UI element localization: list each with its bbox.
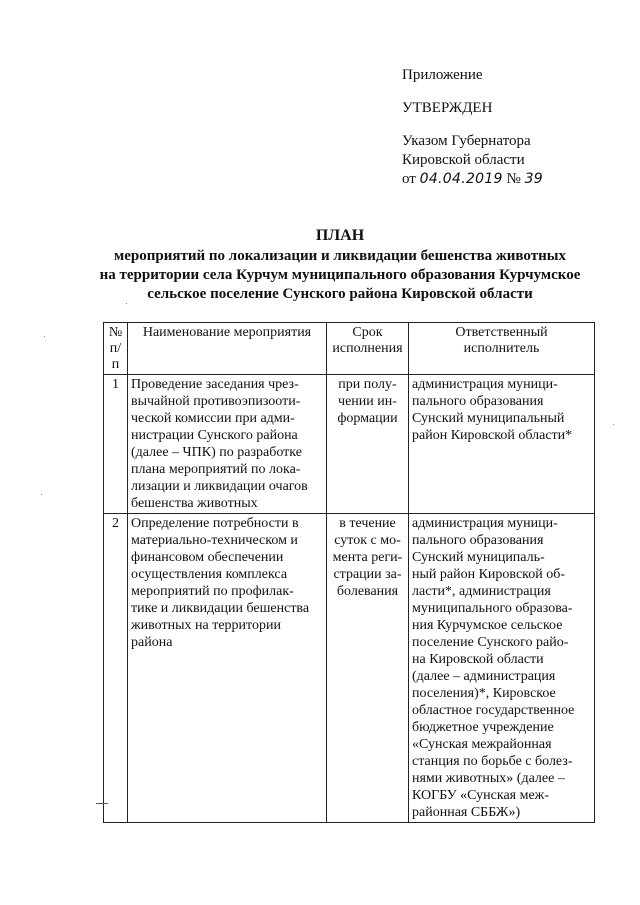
approved-label: УТВЕРЖДЕН (402, 100, 493, 116)
activity-cell: Определение потребности в материально-техническом и финансовом обеспечении осуществления комплекса мероприятий по профилак- тике и ликвидации бешенства животных на территории района (128, 514, 327, 823)
term-cell: в течение суток с мо- мента реги- страции за- болевания (327, 514, 409, 823)
title-line-2: на территории села Курчум муниципального образования Курчумское (99, 267, 581, 283)
scan-speck (41, 494, 42, 495)
row-number: 1 (104, 375, 128, 514)
title-main: ПЛАН (315, 227, 365, 244)
handwritten-number: 39 (524, 171, 544, 187)
appendix-label: Приложение (402, 67, 483, 83)
activity-cell: Проведение заседания чрез- вычайной противоэпизооти- ческой комиссии при адми- нистрации Сунского района (далее – ЧПК) по разработке плана мероприятий по лока- лизации и ликвидации очагов бешенства животных (128, 375, 327, 514)
header-name: Наименование мероприятия (128, 323, 327, 375)
responsible-cell: администрация муници- пального образования Сунский муниципаль- ный район Кировской об- ласти*, администрация муниципального образова- ния Курчумское сельское поселение Сунского райо- на Кировской области (далее – администрация поселения)*, Кировское областное государственное бюджетное учреждение «Сунская межрайонная станция по борьбе с болез- нями животных» (далее – КОГБУ «Сунская меж- районная СББЖ») (409, 514, 595, 823)
table-row (104, 375, 595, 514)
scan-speck (126, 303, 127, 304)
decree-line-1: Указом Губернатора (402, 133, 531, 149)
table-header-row (104, 323, 595, 375)
header-responsible: Ответственный исполнитель (409, 323, 595, 375)
header-term: Срок исполнения (327, 323, 409, 375)
decree-line-2: Кировской области (402, 152, 525, 168)
scan-speck (613, 424, 614, 425)
plan-table (103, 322, 595, 823)
title-line-1: мероприятий по локализации и ликвидации бешенства животных (114, 248, 566, 264)
plan-title (90, 226, 590, 304)
scan-mark (96, 803, 108, 804)
title-line-3: сельское поселение Сунского района Кировской области (147, 286, 533, 302)
term-cell: при полу- чении ин- формации (327, 375, 409, 514)
handwritten-date: 04.04.2019 (419, 171, 503, 187)
decree-date-line (402, 170, 543, 189)
number-label: № (506, 171, 521, 187)
scan-speck (44, 336, 45, 337)
from-label: от (402, 171, 416, 187)
approval-block (402, 66, 543, 189)
table-row (104, 514, 595, 823)
responsible-cell: администрация муници- пального образования Сунский муниципальный район Кировской области* (409, 375, 595, 514)
row-number: 2 (104, 514, 128, 823)
header-num: № п/п (104, 323, 128, 375)
